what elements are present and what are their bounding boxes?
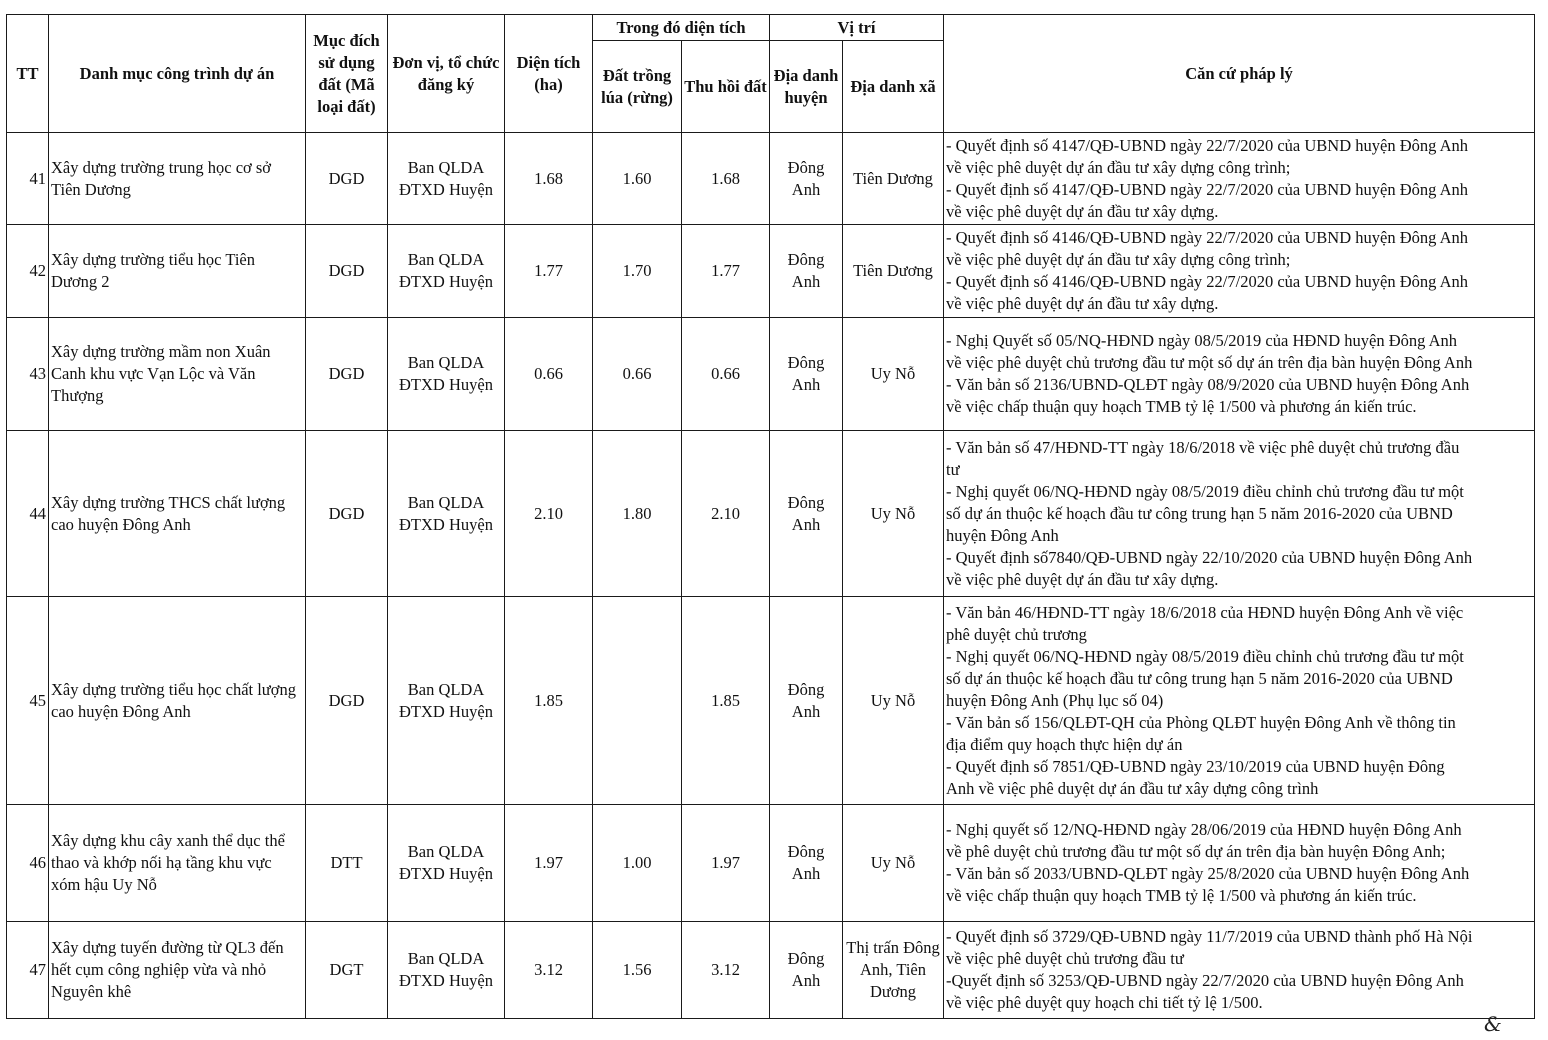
legal-basis-line: về việc phê duyệt dự án đầu tư xây dựng công trình; bbox=[946, 157, 1291, 177]
land-use-code: DGD bbox=[306, 225, 388, 318]
header-location: Vị trí bbox=[770, 15, 944, 41]
district-name: Đông Anh bbox=[770, 597, 843, 805]
legal-basis-line: - Văn bản số 156/QLĐT-QH của Phòng QLĐT huyện Đông Anh về thông tin bbox=[946, 712, 1456, 732]
project-name: Xây dựng tuyến đường từ QL3 đến hết cụm công nghiệp vừa và nhỏ Nguyên khê bbox=[49, 922, 306, 1019]
legal-basis-line: - Quyết định số7840/QĐ-UBND ngày 22/10/2020 của UBND huyện Đông Anh bbox=[946, 547, 1473, 567]
legal-basis-line: về việc phê duyệt dự án đầu tư xây dựng. bbox=[946, 569, 1219, 589]
land-use-code: DGT bbox=[306, 922, 388, 1019]
commune-name: Tiên Dương bbox=[843, 225, 944, 318]
row-number: 44 bbox=[7, 431, 49, 597]
registering-unit: Ban QLDA ĐTXD Huyện bbox=[388, 431, 505, 597]
rice-land-area: 1.80 bbox=[593, 431, 682, 597]
land-use-code: DGD bbox=[306, 597, 388, 805]
table-row bbox=[7, 318, 1535, 431]
legal-basis-line: - Nghị quyết 06/NQ-HĐND ngày 08/5/2019 điều chỉnh chủ trương đầu tư một bbox=[946, 646, 1464, 666]
header-unit: Đơn vị, tổ chức đăng ký bbox=[388, 15, 505, 133]
recovered-land-area: 1.85 bbox=[682, 597, 770, 805]
legal-basis bbox=[944, 133, 1535, 225]
legal-basis bbox=[944, 922, 1535, 1019]
recovered-land-area: 3.12 bbox=[682, 922, 770, 1019]
table-row bbox=[7, 225, 1535, 318]
legal-basis-line: địa điểm quy hoạch thực hiện dự án bbox=[946, 734, 1183, 754]
area-ha: 1.68 bbox=[505, 133, 593, 225]
district-name: Đông Anh bbox=[770, 431, 843, 597]
legal-basis-line: - Văn bản số 2136/UBND-QLĐT ngày 08/9/2020 của UBND huyện Đông Anh bbox=[946, 375, 1470, 394]
row-number: 42 bbox=[7, 225, 49, 318]
row-number: 43 bbox=[7, 318, 49, 431]
legal-basis-line: huyện Đông Anh (Phụ lục số 04) bbox=[946, 690, 1164, 710]
commune-name: Uy Nỗ bbox=[843, 597, 944, 805]
rice-land-area: 1.56 bbox=[593, 922, 682, 1019]
rice-land-area: 1.00 bbox=[593, 805, 682, 922]
project-name: Xây dựng trường trung học cơ sở Tiên Dương bbox=[49, 133, 306, 225]
area-ha: 1.85 bbox=[505, 597, 593, 805]
legal-basis bbox=[944, 318, 1535, 431]
header-rice: Đất trồng lúa (rừng) bbox=[593, 41, 682, 133]
handwritten-initials: & bbox=[1484, 1012, 1502, 1036]
rice-land-area: 1.70 bbox=[593, 225, 682, 318]
legal-basis-line: - Văn bản số 47/HĐND-TT ngày 18/6/2018 về việc phê duyệt chủ trương đầu bbox=[946, 437, 1460, 457]
recovered-land-area: 2.10 bbox=[682, 431, 770, 597]
land-use-table bbox=[6, 14, 1535, 1019]
header-of-which: Trong đó diện tích bbox=[593, 15, 770, 41]
legal-basis-line: - Quyết định số 4146/QĐ-UBND ngày 22/7/2020 của UBND huyện Đông Anh bbox=[946, 272, 1468, 291]
table-row bbox=[7, 922, 1535, 1019]
district-name: Đông Anh bbox=[770, 805, 843, 922]
commune-name: Uy Nỗ bbox=[843, 431, 944, 597]
rice-land-area bbox=[593, 597, 682, 805]
commune-name: Thị trấn Đông Anh, Tiên Dương bbox=[843, 922, 944, 1019]
header-project: Danh mục công trình dự án bbox=[49, 15, 306, 133]
legal-basis bbox=[944, 431, 1535, 597]
recovered-land-area: 1.97 bbox=[682, 805, 770, 922]
project-name: Xây dựng trường THCS chất lượng cao huyện Đông Anh bbox=[49, 431, 306, 597]
header-legal: Căn cứ pháp lý bbox=[944, 15, 1535, 133]
legal-basis-line: về việc phê duyệt chủ trương đầu tư một số dự án trên địa bàn huyện Đông Anh bbox=[946, 353, 1473, 372]
legal-basis-line: - Quyết định số 4147/QĐ-UBND ngày 22/7/2020 của UBND huyện Đông Anh bbox=[946, 179, 1468, 199]
table-row bbox=[7, 805, 1535, 922]
project-name: Xây dựng khu cây xanh thể dục thể thao và khớp nối hạ tầng khu vực xóm hậu Uy Nỗ bbox=[49, 805, 306, 922]
registering-unit: Ban QLDA ĐTXD Huyện bbox=[388, 318, 505, 431]
rice-land-area: 0.66 bbox=[593, 318, 682, 431]
registering-unit: Ban QLDA ĐTXD Huyện bbox=[388, 597, 505, 805]
legal-basis-line: - Quyết định số 4146/QĐ-UBND ngày 22/7/2020 của UBND huyện Đông Anh bbox=[946, 228, 1468, 247]
recovered-land-area: 1.68 bbox=[682, 133, 770, 225]
legal-basis-line: -Quyết định số 3253/QĐ-UBND ngày 22/7/2020 của UBND huyện Đông Anh bbox=[946, 971, 1464, 990]
legal-basis bbox=[944, 805, 1535, 922]
district-name: Đông Anh bbox=[770, 133, 843, 225]
legal-basis-line: số dự án thuộc kế hoạch đầu tư công trung hạn 5 năm 2016-2020 của UBND bbox=[946, 503, 1453, 523]
table-row bbox=[7, 597, 1535, 805]
header-area: Diện tích (ha) bbox=[505, 15, 593, 133]
legal-basis-line: - Văn bản số 2033/UBND-QLĐT ngày 25/8/2020 của UBND huyện Đông Anh bbox=[946, 864, 1470, 883]
header-recover: Thu hồi đất bbox=[682, 41, 770, 133]
commune-name: Uy Nỗ bbox=[843, 318, 944, 431]
legal-basis-line: về việc phê duyệt quy hoạch chi tiết tỷ lệ 1/500. bbox=[946, 993, 1263, 1012]
registering-unit: Ban QLDA ĐTXD Huyện bbox=[388, 805, 505, 922]
project-name: Xây dựng trường tiểu học Tiên Dương 2 bbox=[49, 225, 306, 318]
row-number: 41 bbox=[7, 133, 49, 225]
legal-basis-line: số dự án thuộc kế hoạch đầu tư công trung hạn 5 năm 2016-2020 của UBND bbox=[946, 668, 1453, 688]
project-name: Xây dựng trường mầm non Xuân Canh khu vực Vạn Lộc và Văn Thượng bbox=[49, 318, 306, 431]
district-name: Đông Anh bbox=[770, 225, 843, 318]
legal-basis-line: - Nghị quyết số 12/NQ-HĐND ngày 28/06/2019 của HĐND huyện Đông Anh bbox=[946, 820, 1462, 839]
land-use-code: DGD bbox=[306, 133, 388, 225]
legal-basis-line: huyện Đông Anh bbox=[946, 525, 1059, 545]
district-name: Đông Anh bbox=[770, 318, 843, 431]
legal-basis-line: - Nghị Quyết số 05/NQ-HĐND ngày 08/5/2019 của HĐND huyện Đông Anh bbox=[946, 331, 1457, 350]
row-number: 45 bbox=[7, 597, 49, 805]
legal-basis-line: Anh về việc phê duyệt dự án đầu tư xây dựng công trình bbox=[946, 778, 1319, 798]
registering-unit: Ban QLDA ĐTXD Huyện bbox=[388, 225, 505, 318]
registering-unit: Ban QLDA ĐTXD Huyện bbox=[388, 922, 505, 1019]
header-purpose: Mục đích sử dụng đất (Mã loại đất) bbox=[306, 15, 388, 133]
land-use-code: DGD bbox=[306, 431, 388, 597]
area-ha: 2.10 bbox=[505, 431, 593, 597]
legal-basis-line: - Quyết định số 3729/QĐ-UBND ngày 11/7/2019 của UBND thành phố Hà Nội bbox=[946, 927, 1473, 946]
legal-basis-line: về việc phê duyệt dự án đầu tư xây dựng công trình; bbox=[946, 250, 1291, 269]
legal-basis bbox=[944, 225, 1535, 318]
legal-basis-line: về việc chấp thuận quy hoạch TMB tỷ lệ 1/500 và phương án kiến trúc. bbox=[946, 886, 1417, 905]
land-use-code: DTT bbox=[306, 805, 388, 922]
legal-basis-line: - Quyết định số 4147/QĐ-UBND ngày 22/7/2020 của UBND huyện Đông Anh bbox=[946, 135, 1468, 155]
row-number: 47 bbox=[7, 922, 49, 1019]
legal-basis-line: về việc phê duyệt dự án đầu tư xây dựng. bbox=[946, 294, 1219, 313]
land-use-code: DGD bbox=[306, 318, 388, 431]
recovered-land-area: 1.77 bbox=[682, 225, 770, 318]
legal-basis-line: về việc phê duyệt dự án đầu tư xây dựng. bbox=[946, 201, 1219, 221]
legal-basis-line: về phê duyệt chủ trương đầu tư một số dự án trên địa bàn huyện Đông Anh; bbox=[946, 842, 1446, 861]
rice-land-area: 1.60 bbox=[593, 133, 682, 225]
registering-unit: Ban QLDA ĐTXD Huyện bbox=[388, 133, 505, 225]
area-ha: 0.66 bbox=[505, 318, 593, 431]
area-ha: 3.12 bbox=[505, 922, 593, 1019]
legal-basis-line: - Quyết định số 7851/QĐ-UBND ngày 23/10/2019 của UBND huyện Đông bbox=[946, 756, 1445, 776]
area-ha: 1.77 bbox=[505, 225, 593, 318]
recovered-land-area: 0.66 bbox=[682, 318, 770, 431]
header-commune: Địa danh xã bbox=[843, 41, 944, 133]
legal-basis bbox=[944, 597, 1535, 805]
commune-name: Tiên Dương bbox=[843, 133, 944, 225]
table-row bbox=[7, 431, 1535, 597]
legal-basis-line: phê duyệt chủ trương bbox=[946, 624, 1087, 644]
legal-basis-line: về việc chấp thuận quy hoạch TMB tỷ lệ 1/500 và phương án kiến trúc. bbox=[946, 397, 1417, 416]
row-number: 46 bbox=[7, 805, 49, 922]
legal-basis-line: về việc phê duyệt chủ trương đầu tư bbox=[946, 949, 1184, 968]
district-name: Đông Anh bbox=[770, 922, 843, 1019]
area-ha: 1.97 bbox=[505, 805, 593, 922]
legal-basis-line: - Nghị quyết 06/NQ-HĐND ngày 08/5/2019 điều chỉnh chủ trương đầu tư một bbox=[946, 481, 1464, 501]
commune-name: Uy Nỗ bbox=[843, 805, 944, 922]
project-name: Xây dựng trường tiểu học chất lượng cao huyện Đông Anh bbox=[49, 597, 306, 805]
legal-basis-line: tư bbox=[946, 459, 960, 479]
legal-basis-line: - Văn bản 46/HĐND-TT ngày 18/6/2018 của HĐND huyện Đông Anh về việc bbox=[946, 602, 1464, 622]
table-row bbox=[7, 133, 1535, 225]
header-district: Địa danh huyện bbox=[770, 41, 843, 133]
header-tt: TT bbox=[7, 15, 49, 133]
